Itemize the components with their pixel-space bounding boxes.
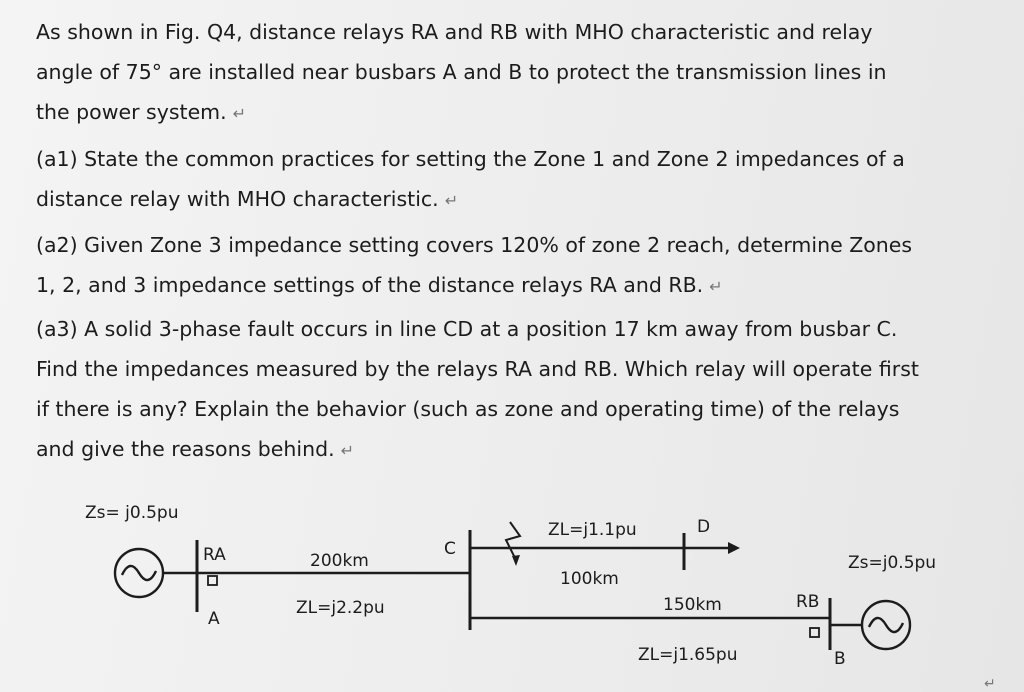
zs-right-label: Zs=j0.5pu: [848, 553, 937, 573]
relay-b-ct-icon: [810, 628, 819, 637]
arrow-head-icon: [728, 542, 740, 554]
return-mark-icon: ↵: [984, 676, 996, 692]
generator-right-wave: [869, 618, 903, 632]
impedance-cd-label: ZL=j1.1pu: [548, 520, 637, 540]
relay-a-ct-icon: [208, 576, 217, 585]
bus-b-label: B: [834, 649, 846, 669]
a2-line-2: 1, 2, and 3 impedance settings of the distance relays RA and RB. ↵: [36, 273, 723, 297]
a3-line-2: Find the impedances measured by the relays RA and RB. Which relay will operate first: [36, 357, 919, 381]
a2-line-1: (a2) Given Zone 3 impedance setting covers 120% of zone 2 reach, determine Zones: [36, 233, 913, 257]
return-mark-icon: ↵: [709, 277, 723, 296]
impedance-cb-label: ZL=j1.65pu: [638, 645, 738, 665]
a3-line-4: and give the reasons behind. ↵: [36, 437, 355, 461]
generator-left-wave: [122, 566, 156, 580]
a3-line-1: (a3) A solid 3-phase fault occurs in line CD at a position 17 km away from busbar C.: [36, 317, 898, 341]
return-mark-icon: ↵: [232, 104, 247, 123]
intro-line-1: As shown in Fig. Q4, distance relays RA and RB with MHO characteristic and relay: [36, 20, 873, 44]
bus-d-label: D: [697, 517, 711, 537]
a3-line-3: if there is any? Explain the behavior (such as zone and operating time) of the relays: [36, 397, 900, 421]
return-mark-icon: ↵: [340, 441, 355, 460]
relay-b-label: RB: [796, 592, 820, 612]
a1-line-2: distance relay with MHO characteristic. ↵: [36, 187, 459, 211]
fault-lightning-icon: [506, 522, 520, 560]
intro-line-2: angle of 75° are installed near busbars A and B to protect the transmission lines in: [36, 60, 887, 84]
length-cb-label: 150km: [663, 595, 722, 615]
length-ac-label: 200km: [310, 551, 369, 571]
a1-line-1: (a1) State the common practices for setting the Zone 1 and Zone 2 impedances of a: [36, 147, 905, 171]
length-cd-label: 100km: [560, 569, 619, 589]
bus-c-label: C: [444, 539, 456, 559]
bus-a-label: A: [208, 609, 220, 629]
relay-a-label: RA: [203, 545, 226, 565]
return-mark-icon: ↵: [444, 191, 459, 210]
impedance-ac-label: ZL=j2.2pu: [296, 598, 385, 618]
fault-arrow-icon: [512, 555, 520, 566]
intro-line-3: the power system. ↵: [36, 100, 247, 124]
zs-left-label: Zs= j0.5pu: [85, 503, 179, 523]
